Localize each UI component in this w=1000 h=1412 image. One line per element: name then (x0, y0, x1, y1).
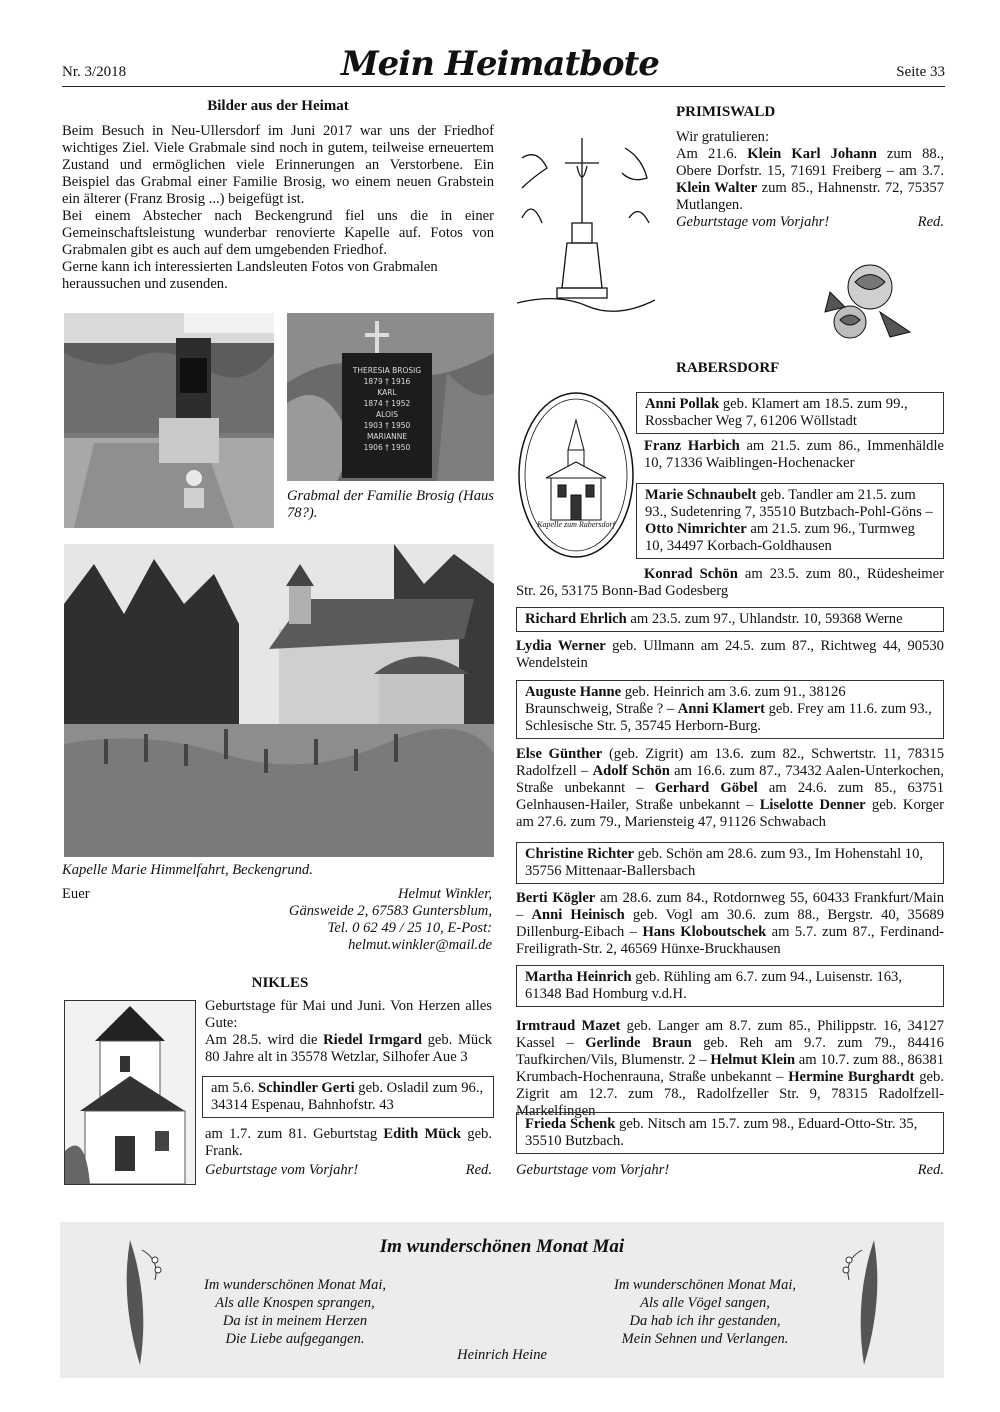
grave-photo-brosig (287, 313, 494, 481)
rabersdorf-heading: RABERSDORF (676, 360, 780, 376)
bilder-paragraph-1: Beim Besuch in Neu-Ullersdorf im Juni 2017 war uns der Friedhof wichtiges Ziel. Viele Grabmale sind noch in gutem, teilweise erneuertem Zustand und ermöglichen viele Erinnerungen an Verstorbene. Ein Beispiel das Grabmal einer Familie Brosig, wo einem neuen Grabstein ein älterer (Franz Brosig ...) beigefügt ist. (62, 123, 494, 207)
poem-box (60, 1222, 944, 1378)
page-number: Seite 33 (896, 64, 945, 80)
poem-author: Heinrich Heine (457, 1347, 547, 1363)
rabersdorf-christine-richter: Christine Richter geb. Schön am 28.6. zum 93., Im Hohenstahl 10, 35756 Mittenaar-Ballersbach (516, 842, 944, 884)
author-contact: Tel. 0 62 49 / 25 10, E-Post: helmut.winkler@mail.de (327, 920, 492, 953)
rabersdorf-footer: Geburtstage vom Vorjahr! Red. (516, 1162, 944, 1178)
author-address: Gänsweide 2, 67583 Guntersblum, (288, 903, 492, 919)
rabersdorf-anni-pollak: Anni Pollak geb. Klamert am 18.5. zum 99., Rossbacher Weg 7, 61206 Wöllstadt (636, 392, 944, 434)
primiswald-footer: Geburtstage vom Vorjahr! Red. (676, 214, 944, 230)
grave-photo-old (64, 313, 274, 528)
author-name: Helmut Winkler, (397, 886, 492, 902)
rabersdorf-marie-otto: Marie Schnaubelt geb. Tandler am 21.5. zum 93., Sudetenring 7, 35510 Butzbach-Pohl-Göns – Otto Nimrichter am 21.5. zum 96., Turmweg 10, 34497 Korbach-Goldhausen (636, 483, 944, 559)
nikles-entry-2-box: am 5.6. Schindler Gerti geb. Osladil zum 96., 34314 Espenau, Bahnhofstr. 43 (202, 1076, 494, 1118)
issue-number: Nr. 3/2018 (62, 64, 127, 80)
rabersdorf-irmtraud-group: Irmtraud Mazet geb. Langer am 8.7. zum 85., Philippstr. 16, 34127 Kassel – Gerlinde Braun geb. Reh am 9.7. zum 79., 84416 Taufkirchen/Vils, Blumenstr. 2 – Helmut Klein am 10.7. zum 88., 86381 Krumbach-Hochenrauna, Straße unbekannt – Hermine Burghardt geb. Zigrit am 12.7. zum 78., Radolfzeller Str. 9, 78315 Radolfzell-Markelfingen (516, 1018, 945, 1119)
poem-stanza-right: Im wunderschönen Monat Mai, Als alle Vögel sangen, Da hab ich ihr gestanden, Mein Sehnen und Verlangen. (613, 1277, 797, 1347)
nikles-footer: Geburtstage vom Vorjahr! Red. (205, 1162, 492, 1178)
bilder-paragraph-2: Bei einem Abstecher nach Beckengrund fiel uns die in einer Gemeinschaftsleistung wunderbar renovierte Kapelle auf. Fotos von Grabmalen gibt es auch auf dem umgebenden Friedhof. (62, 208, 494, 258)
poem-stanza-left: Im wunderschönen Monat Mai, Als alle Knospen sprangen, Da ist in meinem Herzen Die Liebe aufgegangen. (203, 1277, 387, 1347)
bilder-article (62, 98, 494, 293)
poem-title: Im wunderschönen Monat Mai (379, 1236, 625, 1257)
rabersdorf-konrad-schoen: Konrad Schön am 23.5. zum 80., Rüdesheimer Str. 26, 53175 Bonn-Bad Godesberg (516, 566, 944, 599)
nikles-intro: Geburtstage für Mai und Juni. Von Herzen alles Gute: (205, 998, 492, 1031)
author-block (180, 886, 492, 954)
chapel-photo (64, 544, 494, 857)
header-rule (62, 86, 945, 87)
nikles-heading: NIKLES (251, 975, 309, 991)
rabersdorf-auguste-anni: Auguste Hanne geb. Heinrich am 3.6. zum 91., 38126 Braunschweig, Straße ? – Anni Klamert geb. Frey am 11.6. zum 93., Schlesische Str. 5, 35745 Herborn-Burg. (516, 680, 944, 739)
nikles-text (205, 998, 492, 1066)
masthead-logo: Mein Heimatbote (341, 44, 659, 84)
bilder-heading: Bilder aus der Heimat (207, 98, 349, 114)
emblem-text: Kapelle zum Rabersdorf (537, 520, 615, 529)
bilder-paragraph-3: Gerne kann ich interessierten Landsleuten Fotos von Grabmalen heraussuchen und zusenden. (62, 259, 438, 292)
signoff: Euer (62, 886, 90, 902)
primiswald-entries: Am 21.6. Klein Karl Johann zum 88., Obere Dorfstr. 15, 71691 Freiberg – am 3.7. Klein Walter zum 85., Hahnenstr. 72, 75357 Mutlangen. (676, 146, 944, 213)
rabersdorf-else-group: Else Günther (geb. Zigrit) am 13.6. zum 82., Schwertstr. 11, 78315 Radolfzell – Adolf Schön am 16.6. zum 87., 73432 Aalen-Unterkochen, Straße unbekannt – Gerhard Göbel am 24.6. zum 85., 63751 Gelnhausen-Hailer, Straße unbekannt – Liselotte Denner geb. Korger am 27.6. zum 79., Mariensteig 47, 91126 Schwabach (516, 746, 944, 830)
rabersdorf-lydia-werner: Lydia Werner geb. Ullmann am 24.5. zum 87., Richtweg 44, 90530 Wendelstein (516, 638, 944, 671)
crucifix-drawing (517, 128, 655, 318)
grave-caption: Grabmal der Familie Brosig (Haus 78?). (287, 488, 494, 521)
tombstone-inscription: THERESIA BROSIG 1879 † 1916 KARL 1874 † 1952 ALOIS 1903 † 1950 MARIANNE 1906 † 1950 (352, 366, 422, 452)
primiswald-intro: Wir gratulieren: (676, 129, 770, 145)
rabersdorf-berti-group: Berti Kögler am 28.6. zum 84., Rotdornweg 55, 60433 Frankfurt/Main – Anni Heinisch geb. Vogl am 30.6. zum 88., Bergstr. 40, 35689 Dillenburg-Eibach – Hans Kloboutschek am 5.7. zum 87., Ferdinand-Freiligrath-Str. 2, 46569 Hünxe-Bruckhausen (516, 890, 945, 957)
rabersdorf-frieda-schenk: Frieda Schenk geb. Nitsch am 15.7. zum 98., Eduard-Otto-Str. 35, 35510 Butzbach. (516, 1112, 944, 1154)
primiswald-heading: PRIMISWALD (676, 104, 776, 120)
chapel-caption: Kapelle Marie Himmelfahrt, Beckengrund. (62, 862, 313, 878)
rabersdorf-chapel-emblem (516, 390, 636, 560)
nikles-entry-3: am 1.7. zum 81. Geburtstag Edith Mück geb. Frank. (205, 1126, 492, 1159)
nikles-entry-1: Am 28.5. wird die Riedel Irmgard geb. Mück 80 Jahre alt in 35578 Wetzlar, Silhofer Aue 3 (205, 1032, 492, 1065)
rabersdorf-franz-harbich: Franz Harbich am 21.5. zum 86., Immenhäldle 10, 71336 Waiblingen-Hochenacker (644, 438, 944, 471)
rabersdorf-martha-heinrich: Martha Heinrich geb. Rühling am 6.7. zum 94., Luisenstr. 163, 61348 Bad Homburg v.d.H. (516, 965, 944, 1007)
primiswald-text (676, 129, 944, 231)
rose-drawing (820, 252, 920, 352)
nikles-church-photo (64, 1000, 196, 1185)
rabersdorf-richard-ehrlich: Richard Ehrlich am 23.5. zum 97., Uhlandstr. 10, 59368 Werne (516, 607, 944, 632)
